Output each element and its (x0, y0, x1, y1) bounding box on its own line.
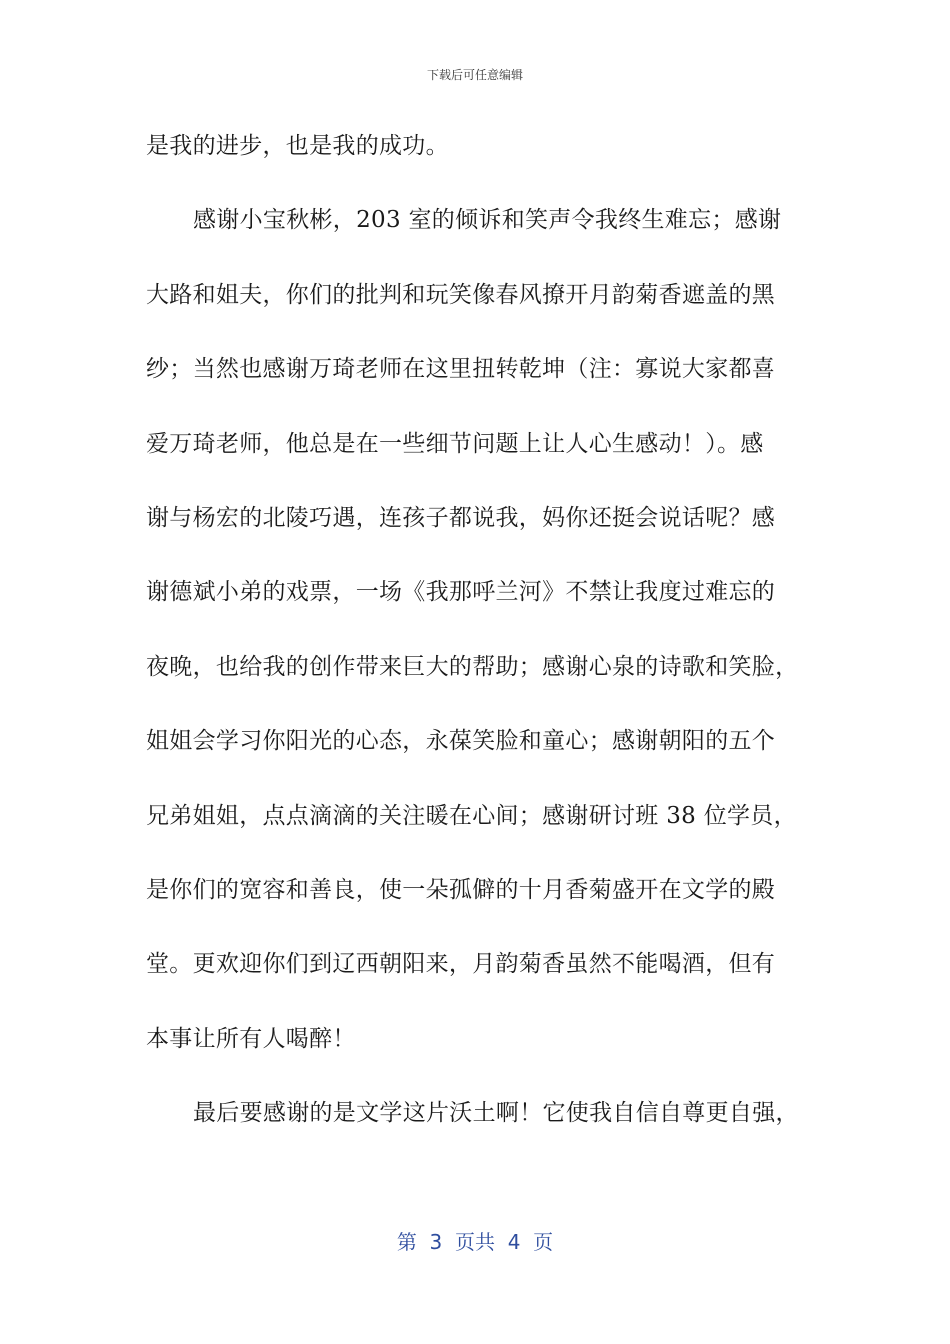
text-line: 大路和姐夫，你们的批判和玩笑像春风撩开月韵菊香遮盖的黑 (146, 281, 776, 308)
paragraph-first-line: 感谢小宝秋彬，203 室的倾诉和笑声令我终生难忘；感谢 (193, 207, 782, 234)
page-number-footer: 第 3 页共 4 页 (396, 1230, 554, 1254)
text-line: 夜晚，也给我的创作带来巨大的帮助；感谢心泉的诗歌和笑脸， (146, 653, 799, 680)
text-line: 本事让所有人喝醉！ (146, 1025, 356, 1052)
text-line: 兄弟姐姐，点点滴滴的关注暖在心间；感谢研讨班 38 位学员， (146, 802, 797, 829)
text-line: 姐姐会学习你阳光的心态，永葆笑脸和童心；感谢朝阳的五个 (146, 728, 776, 755)
text-line: 是你们的宽容和善良，使一朵孤僻的十月香菊盛开在文学的殿 (146, 876, 776, 903)
body-text (146, 124, 814, 1165)
text-line: 纱；当然也感谢万琦老师在这里扭转乾坤（注：寡说大家都喜 (146, 356, 776, 383)
text-line: 谢德斌小弟的戏票，一场《我那呼兰河》不禁让我度过难忘的 (146, 579, 776, 606)
paragraph-first-line: 最后要感谢的是文学这片沃土啊！它使我自信自尊更自强， (193, 1100, 799, 1127)
text-line: 爱万琦老师，他总是在一些细节问题上让人心生感动！）。感 (146, 430, 764, 457)
page-header: 下载后可任意编辑 (426, 68, 523, 82)
text-line: 谢与杨宏的北陵巧遇，连孩子都说我，妈你还挺会说话呢？感 (146, 504, 776, 531)
text-line: 是我的进步，也是我的成功。 (146, 133, 449, 159)
text-line: 堂。更欢迎你们到辽西朝阳来，月韵菊香虽然不能喝酒，但有 (146, 951, 776, 978)
